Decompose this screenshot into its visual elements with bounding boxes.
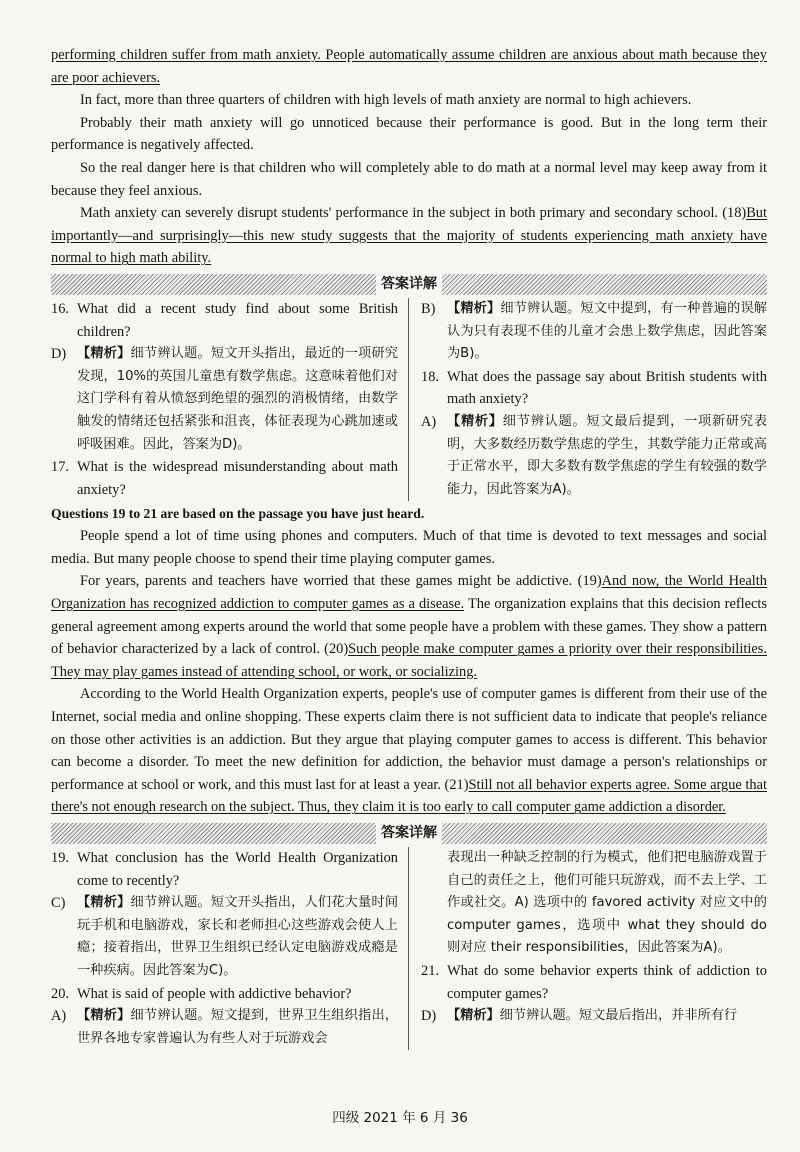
question-16: 16. What did a recent study find about some British children? xyxy=(51,300,398,340)
answer-details-banner-2 xyxy=(51,823,767,844)
passage-a-para-0: performing children suffer from math anxiety. People automatically assume children are anxious about math because they are poor achievers. xyxy=(51,47,767,86)
answers-b-left-column xyxy=(51,847,409,1050)
questions-header: Questions 19 to 21 are based on the passage you have just heard. xyxy=(51,506,425,522)
passage-b-para-3: According to the World Health Organization experts, people's use of computer games is different from their use of the Internet, social media and online shopping. These experts claim there is not sufficient data to indicate that people's reliance on those other activities is an addiction. But they argue that playing computer games to access is different. This behavior can become a disorder. To meet the new definition for addiction, the behavior must damage a person's relationships or performance at school or work, and this must last for at least a year. (21)Still not all behavior experts agree. Some argue that there's not enough research on the subject. Thus, they claim it is too early to call computer game addiction a disorder. xyxy=(51,686,767,816)
passage-a-para-4: Math anxiety can severely disrupt students' performance in the subject in both primary and secondary school. (18)But importantly—and surprisingly—this new study suggests that the majority of students experiencing math anxiety have normal to high math ability. xyxy=(51,205,767,267)
question-20: 20. What is said of people with addictive behavior? xyxy=(51,985,352,1002)
answers-section-b xyxy=(51,847,767,1050)
question-18: 18. What does the passage say about British students with math anxiety? xyxy=(421,368,767,408)
passage-b-para-2: For years, parents and teachers have worried that these games might be addictive. (19)And now, the World Health Organization has recognized addiction to computer games as a disease. The organization explains that this decision reflects general agreement among experts around the world that some people have a problem with these games. They show a pattern of behavior characterized by a lack of control. (20)Such people make computer games a priority over their responsibilities. They may play games instead of attending school, or work, or socializing. xyxy=(51,573,767,680)
answer-20: A) 【精析】细节辨认题。短文提到，世界卫生组织指出，世界各地专家普遍认为有些人对于玩游戏会 xyxy=(51,1008,399,1046)
answers-a-left-column xyxy=(51,298,409,501)
banner-label-2: 答案详解 xyxy=(376,823,442,844)
answers-a-right-column xyxy=(409,298,767,501)
page-footer: 四级 2021 年 6 月 36 xyxy=(332,1110,468,1126)
question-19: 19. What conclusion has the World Health Organization come to recently? xyxy=(51,850,398,889)
banner-label: 答案详解 xyxy=(376,274,442,295)
answer-19: C) 【精析】细节辨认题。短文开头指出，人们花大量时间玩手机和电脑游戏，家长和老师担心这些游戏会使人上瘾；接着指出，世界卫生组织已经认定电脑游戏成瘾是一种疾病。因此答案为C)。 xyxy=(51,895,399,978)
answer-17: B) 【精析】细节辨认题。短文中提到，有一种普遍的误解认为只有表现不佳的儿童才会患上数学焦虑，因此答案为B)。 xyxy=(421,300,767,362)
passage-a-para-3: So the real danger here is that children who will completely able to do math at a normal level may keep away from it because they feel anxious. xyxy=(51,159,767,199)
question-21: 21. What do some behavior experts think of addiction to computer games? xyxy=(421,962,767,1002)
answer-21: D) 【精析】细节辨认题。短文最后指出，并非所有行 xyxy=(421,1008,738,1025)
answer-18: A) 【精析】细节辨认题。短文最后提到，一项新研究表明，大多数经历数学焦虑的学生，其数学能力正常或高于正常水平，即大多数有数学焦虑的学生有较强的数学能力，因此答案为A)。 xyxy=(421,413,768,497)
passage-a-para-2: Probably their math anxiety will go unnoticed because their performance is good. But in the long term their performance is negatively affected. xyxy=(51,114,767,154)
passage-b-para-1: People spend a lot of time using phones and computers. Much of that time is devoted to text messages and social media. But many people choose to spend their time playing computer games. xyxy=(51,528,767,567)
answers-section-a xyxy=(51,298,767,501)
answer-20-continued: 表现出一种缺乏控制的行为模式，他们把电脑游戏置于自己的责任之上，他们可能只玩游戏，而不去上学、工作或社交。A) 选项中的 favored activity 对应文中的 computer games，选项中 what they should do 则对应 their responsibilities，因此答案为A)。 xyxy=(447,850,767,956)
answer-16: D) 【精析】细节辨认题。短文开头指出，最近的一项研究发现，10%的英国儿童患有数学焦虑。这意味着他们对这门学科有着从愤怒到绝望的强烈的消极情绪，由数学触发的情绪还包括紧张和沮丧，体征表现为心跳加速或呼吸困难。因此，答案为D)。 xyxy=(51,346,399,452)
page-content xyxy=(51,44,767,1050)
answer-details-banner xyxy=(51,274,767,295)
question-17: 17. What is the widespread misunderstanding about math anxiety? xyxy=(51,459,398,498)
passage-a-para-1: In fact, more than three quarters of children with high levels of math anxiety are normal to high achievers. xyxy=(80,92,692,109)
answers-b-right-column xyxy=(409,847,767,1050)
